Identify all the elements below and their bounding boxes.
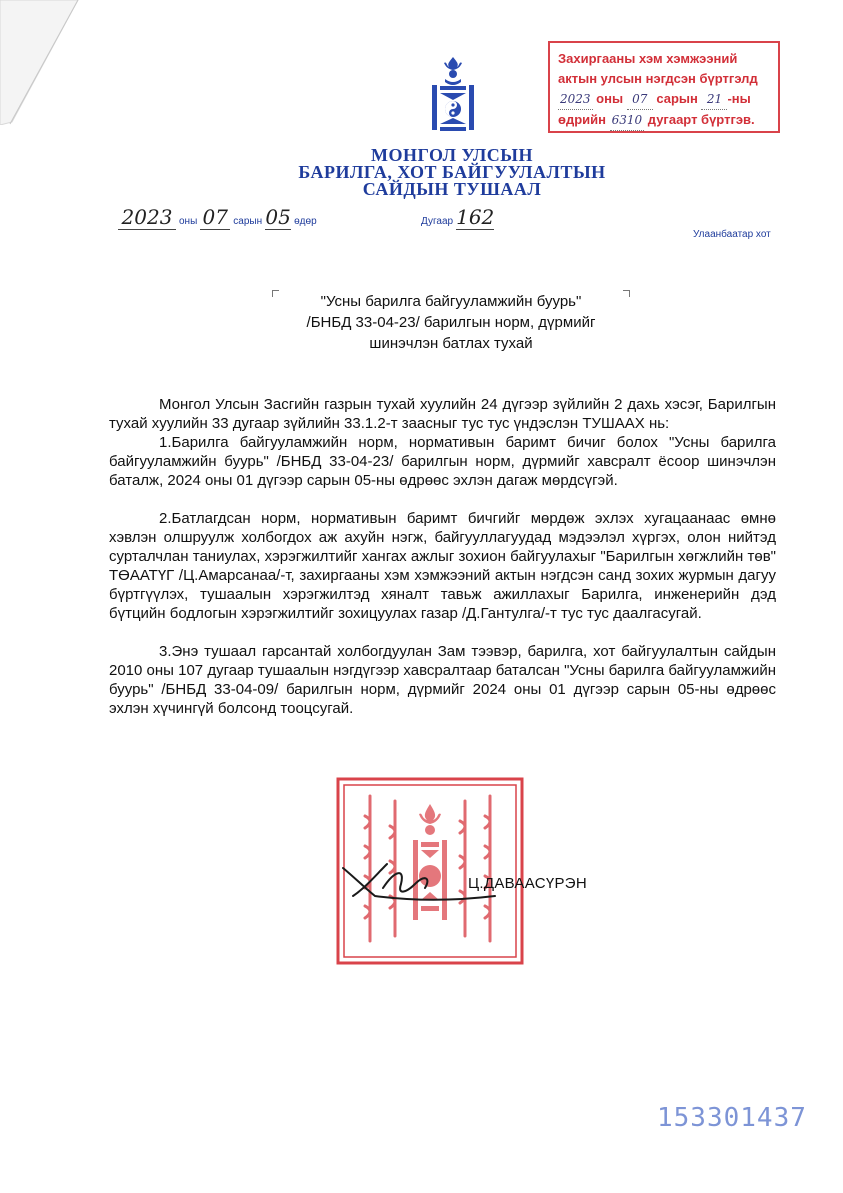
order-year: 2023 xyxy=(118,205,176,230)
registration-month-label: сарын xyxy=(656,91,698,106)
page-corner-fold xyxy=(0,0,80,125)
serial-number: 153301437 xyxy=(657,1103,807,1133)
order-subject xyxy=(270,291,632,354)
order-day-label: өдөр xyxy=(294,216,317,227)
registration-day: 21 xyxy=(701,89,727,110)
signer-name: Ц.ДАВААСҮРЭН xyxy=(468,875,588,892)
order-number-value: 162 xyxy=(456,205,495,229)
order-city xyxy=(693,229,771,269)
registration-stamp-line2: актын улсын нэгдсэн бүртгэлд xyxy=(558,71,758,86)
registration-day-prefix: өдрийн xyxy=(558,112,606,127)
soyombo-emblem-icon xyxy=(430,55,476,140)
subject-line2: /БНБД 33-04-23/ барилгын норм, дүрмийг xyxy=(306,314,596,331)
registration-stamp-line1: Захиргааны хэм хэмжээний xyxy=(558,51,738,66)
registration-number-label: дугаарт бүртгэв. xyxy=(647,112,755,127)
registration-number: 6310 xyxy=(610,110,645,131)
registration-year: 2023 xyxy=(558,89,593,110)
order-number xyxy=(418,205,494,245)
heading-line1: МОНГОЛ УЛСЫН xyxy=(371,145,533,165)
registration-day-label: -ны xyxy=(727,91,751,106)
order-year-label: оны xyxy=(179,216,198,227)
subject-line3: шинэчлэн батлах тухай xyxy=(369,335,533,352)
body-item-1: 1.Барилга байгууламжийн норм, нормативын баримт бичиг болох "Усны барилга байгууламжийн буурь" /БНБД 33-04-23/ барилгын норм, дүрмийг хавсралт ёсоор шинэчлэн баталж, 2024 оны 01 дүгээр сарын 05-ны өдрөөс эхлэн дагаж мөрдсүгэй. xyxy=(109,434,776,489)
order-date xyxy=(118,205,320,245)
order-city-label: Улаанбаатар хот xyxy=(693,229,771,240)
order-month: 07 xyxy=(200,205,230,230)
subject-line1: "Усны барилга байгууламжийн буурь" xyxy=(320,293,582,310)
body-preamble: Монгол Улсын Засгийн газрын тухай хуулийн 24 дүгээр зүйлийн 2 дахь хэсэг, Барилгын тухай хуулийн 33 дугаар зүйлийн 33.1.2-т заасныг тус тус үндэслэн ТУШААХ нь: xyxy=(109,396,776,432)
registration-month: 07 xyxy=(627,89,653,110)
registration-stamp xyxy=(548,41,780,133)
registration-stamp-date-line xyxy=(558,89,770,110)
heading-line3: САЙДЫН ТУШААЛ xyxy=(362,179,542,199)
order-day: 05 xyxy=(265,205,291,229)
heading-line2: БАРИЛГА, ХОТ БАЙГУУЛАЛТЫН xyxy=(298,162,606,182)
body-item-3: 3.Энэ тушаал гарсантай холбогдуулан Зам тээвэр, барилга, хот байгуулалтын сайдын 2010 оны 107 дугаар тушаалын нэгдүгээр хавсралтаар баталсан "Усны барилга байгууламжийн буурь" /БНБД 33-04-09/ барилгын норм, дүрмийг 2024 оны 01 дүгээр сарын 05-ны өдрөөс эхлэн хүчингүй болсонд тооцсугай. xyxy=(109,643,776,717)
order-body xyxy=(109,395,776,737)
registration-stamp-number-line xyxy=(558,110,770,131)
registration-year-label: оны xyxy=(596,91,624,106)
ministry-heading xyxy=(240,147,664,198)
body-item-2: 2.Батлагдсан норм, нормативын баримт бичгийг мөрдөж эхлэх хугацаанаас өмнө хэвлэн олшруулж холбогдох аж ахуйн нэгж, байгууллагуудад мэдээлэл хүргэх, олон нийтэд сурталчлан таниулах, хэрэгжилтийг хангах ажлыг зохион байгуулахыг "Барилгын хөгжлийн төв" ТӨААТҮГ /Ц.Амарсанаа/-т, захиргааны хэм хэмжээний актын нэгдсэн санд зохих журмын дагуу бүртгүүлэх, тушаалын хэрэгжилтэд хяналт тавьж ажиллахыг Барилга, инженерийн дэд бүтцийн бодлогын хэрэгжилтийг зохицуулах газар /Д.Гантулга/-т тус тус даалгасугай. xyxy=(109,510,776,622)
order-number-label: Дугаар xyxy=(421,216,454,227)
order-month-label: сарын xyxy=(233,216,263,227)
